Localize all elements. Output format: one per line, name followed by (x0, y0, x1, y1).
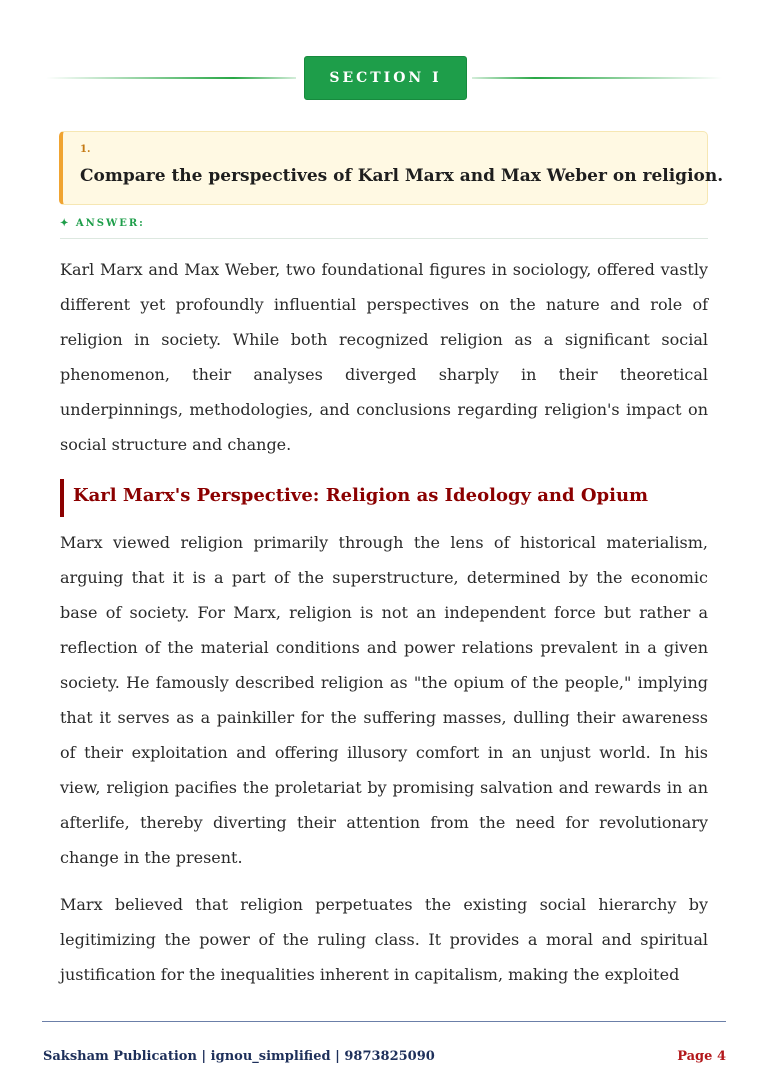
page-number: Page 4 (677, 1049, 726, 1064)
answer-label (60, 218, 145, 229)
question-number: 1. (80, 144, 91, 155)
answer-intro-paragraph: Karl Marx and Max Weber, two foundational figures in sociology, offered vastly different yet profoundly influential perspectives on the nature and role of religion in society. While both recognized religion as a significant social phenomenon, their analyses diverged sharply in their theoretical underpinnings, methodologies, and conclusions regarding religion's impact on social structure and change. (60, 260, 708, 454)
question-box (59, 131, 724, 205)
sparkle-icon: ✦ (60, 218, 71, 229)
footer-publisher: Saksham Publication | ignou_simplified | 9873825090 (43, 1049, 435, 1064)
marx-paragraph-2: Marx believed that religion perpetuates the existing social hierarchy by legitimizing the power of the ruling class. It provides a moral and spiritual justification for the inequalities inherent in capitalism, making the exploited (60, 895, 708, 984)
section-divider-right (472, 77, 722, 79)
section-heading (60, 479, 708, 517)
marx-paragraph-1: Marx viewed religion primarily through the lens of historical materialism, arguing that it is a part of the superstructure, determined by the economic base of society. For Marx, religion is not an independent force but rather a reflection of the material conditions and power relations prevalent in a given society. He famously described religion as "the opium of the people," implying that it serves as a painkiller for the suffering masses, dulling their awareness of their exploitation and offering illusory comfort in an unjust world. In his view, religion pacifies the proletariat by promising salvation and rewards in an afterlife, thereby diverting their attention from the need for revolutionary change in the present. (60, 533, 708, 867)
section-header (46, 56, 722, 100)
footer-divider (42, 1021, 726, 1022)
section-divider-left (46, 77, 296, 79)
question-text: Compare the perspectives of Karl Marx and Max Weber on religion. (80, 166, 724, 186)
section-heading-text: Karl Marx's Perspective: Religion as Ideology and Opium (73, 485, 649, 506)
answer-divider (60, 238, 708, 239)
answer-label-text: ANSWER: (75, 218, 145, 229)
section-badge: SECTION I (304, 56, 467, 100)
